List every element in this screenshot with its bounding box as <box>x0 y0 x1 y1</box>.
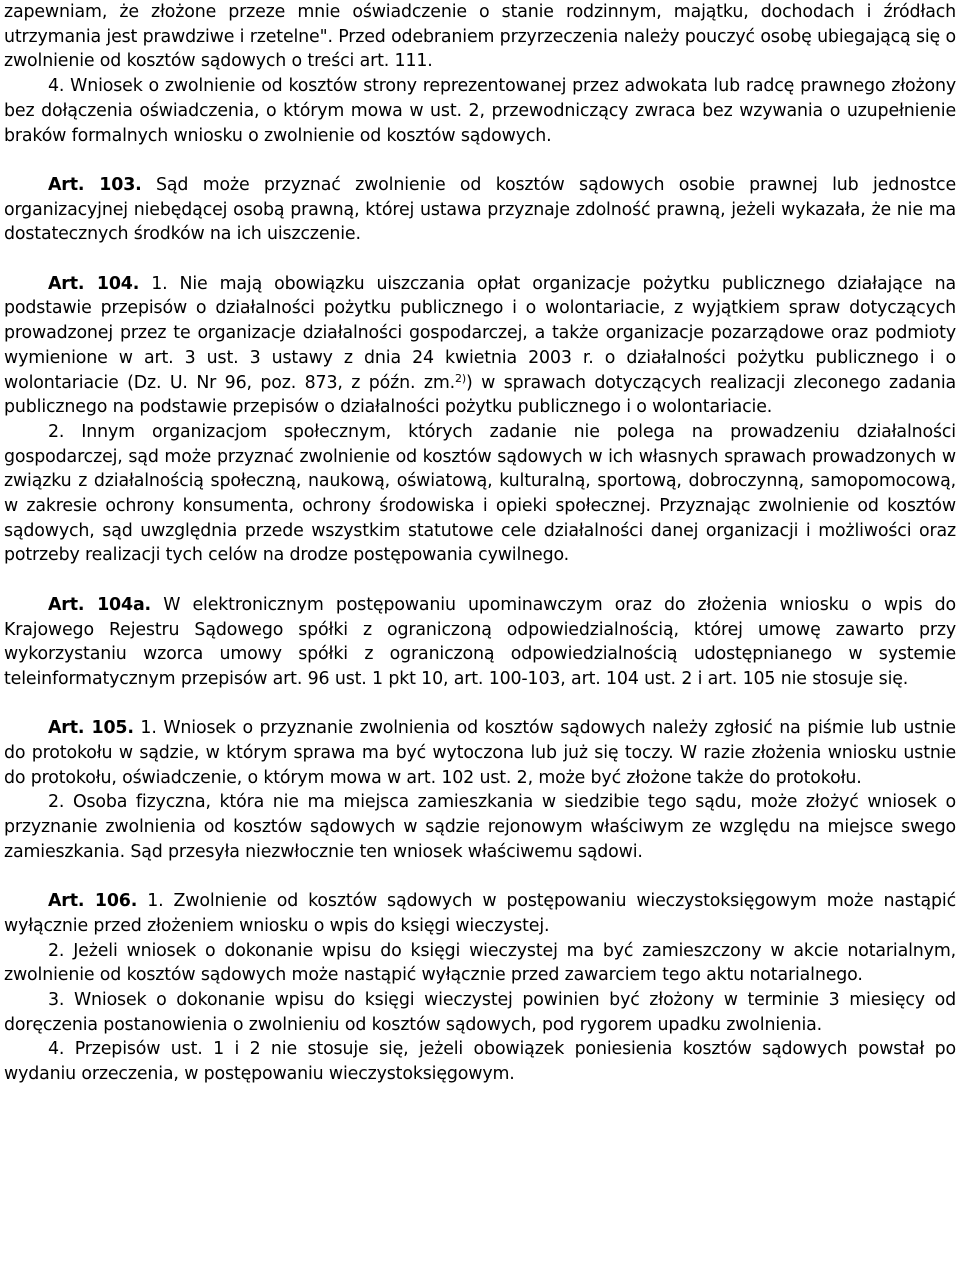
article-label: Art. 103. <box>48 174 142 195</box>
paragraph-art-102-3-continuation: zapewniam, że złożone przeze mnie oświadczenie o stanie rodzinnym, majątku, dochodach i źródłach utrzymania jest prawdziwe i rzetelne". Przed odebraniem przyrzeczenia należy pouczyć osobę ubiegającą się o zwolnienie od kosztów sądowych o treści art. 111. <box>4 2 956 72</box>
article-label: Art. 106. <box>48 891 138 912</box>
paragraph-art-104-1 <box>4 272 956 420</box>
paragraph-art-106-4: 4. Przepisów ust. 1 i 2 nie stosuje się, jeżeli obowiązek poniesienia kosztów sądowych powstał po wydaniu orzeczenia, w postępowaniu wieczystoksięgowym. <box>4 1039 956 1085</box>
paragraph-art-106-2: 2. Jeżeli wniosek o dokonanie wpisu do księgi wieczystej ma być zamieszczony w akcie notarialnym, zwolnienie od kosztów sądowych może nastąpić wyłącznie przed zawarciem tego aktu notarialnego. <box>4 940 956 986</box>
paragraph-art-105-1 <box>4 716 956 790</box>
footnote-reference: 2) <box>455 371 467 385</box>
paragraph-art-104-2: 2. Innym organizacjom społecznym, których zadanie nie polega na prowadzeniu działalności gospodarczej, sąd może przyznać zwolnienie od kosztów sądowych w ich własnych sprawach prowadzonych w związku z działalnością społeczną, naukową, oświatową, kulturalną, sportową, dobroczynną, samopomocową, w zakresie ochrony konsumenta, ochrony środowiska i opieki społecznej. Przyznając zwolnienie od kosztów sądowych, sąd uwzględnia przede wszystkim statutowe cele działalności danej organizacji i możliwości oraz potrzeby realizacji tych celów na drodze postępowania cywilnego. <box>4 421 956 566</box>
article-label: Art. 104. <box>48 273 140 294</box>
paragraph-art-103 <box>4 173 956 247</box>
article-text-continued: ) w sprawach dotyczących realizacji zleconego zadania publicznego na podstawie przepisów o działalności pożytku publicznego i o wolontariacie. <box>4 372 957 418</box>
article-text: 1. Nie mają obowiązku uiszczania opłat organizacje pożytku publicznego działające na podstawie przepisów o działalności pożytku publicznego i o wolontariacie, z wyjątkiem spraw dotyczących prowadzonej przez te organizacje działalności gospodarczej, a także organizacje pozarządowe oraz podmioty wymienione w art. 3 ust. 3 ustawy z dnia 24 kwietnia 2003 r. o działalności pożytku publicznego i o wolontariacie (Dz. U. Nr 96, poz. 873, z późn. zm. <box>4 273 956 393</box>
article-text: 1. Zwolnienie od kosztów sądowych w postępowaniu wieczystoksięgowym może nastąpić wyłącznie przed złożeniem wniosku o wpis do księgi wieczystej. <box>4 891 956 936</box>
article-label: Art. 104a. <box>48 594 151 615</box>
paragraph-art-102-4: 4. Wniosek o zwolnienie od kosztów strony reprezentowanej przez adwokata lub radcę prawnego złożony bez dołączenia oświadczenia, o którym mowa w ust. 2, przewodniczący zwraca bez wzywania o uzupełnienie braków formalnych wniosku o zwolnienie od kosztów sądowych. <box>4 76 956 146</box>
paragraph-art-106-1 <box>4 889 956 938</box>
article-label: Art. 105. <box>48 718 134 739</box>
paragraph-art-104a <box>4 593 956 692</box>
paragraph-art-106-3: 3. Wniosek o dokonanie wpisu do księgi wieczystej powinien być złożony w terminie 3 miesięcy od doręczenia postanowienia o zwolnieniu od kosztów sądowych, pod rygorem upadku zwolnienia. <box>4 990 956 1035</box>
article-text: 1. Wniosek o przyznanie zwolnienia od kosztów sądowych należy zgłosić na piśmie lub ustnie do protokołu w sądzie, w którym sprawa ma być wytoczona lub już się toczy. W razie złożenia wniosku ustnie do protokołu, oświadczenie, o którym mowa w art. 102 ust. 2, może być złożone także do protokołu. <box>4 718 956 788</box>
article-text: Sąd może przyznać zwolnienie od kosztów sądowych osobie prawnej lub jednostce organizacyjnej niebędącej osobą prawną, której ustawa przyznaje zdolność prawną, jeżeli wykazała, że nie ma dostatecznych środków na ich uiszczenie. <box>4 174 956 245</box>
paragraph-art-105-2: 2. Osoba fizyczna, która nie ma miejsca zamieszkania w siedzibie tego sądu, może złożyć wniosek o przyznanie zwolnienia od kosztów sądowych w sądzie rejonowym właściwym ze względu na miejsce swego zamieszkania. Sąd przesyła niezwłocznie ten wniosek właściwemu sądowi. <box>4 792 956 862</box>
article-text: W elektronicznym postępowaniu upominawczym oraz do złożenia wniosku o wpis do Krajowego Rejestru Sądowego spółki z ograniczoną odpowiedzialnością, której umowę zawarto przy wykorzystaniu wzorca umowy spółki z ograniczoną odpowiedzialnością udostępnianego w systemie teleinformatycznym przepisów art. 96 ust. 1 pkt 10, art. 100-103, art. 104 ust. 2 i art. 105 nie stosuje się. <box>4 594 956 689</box>
